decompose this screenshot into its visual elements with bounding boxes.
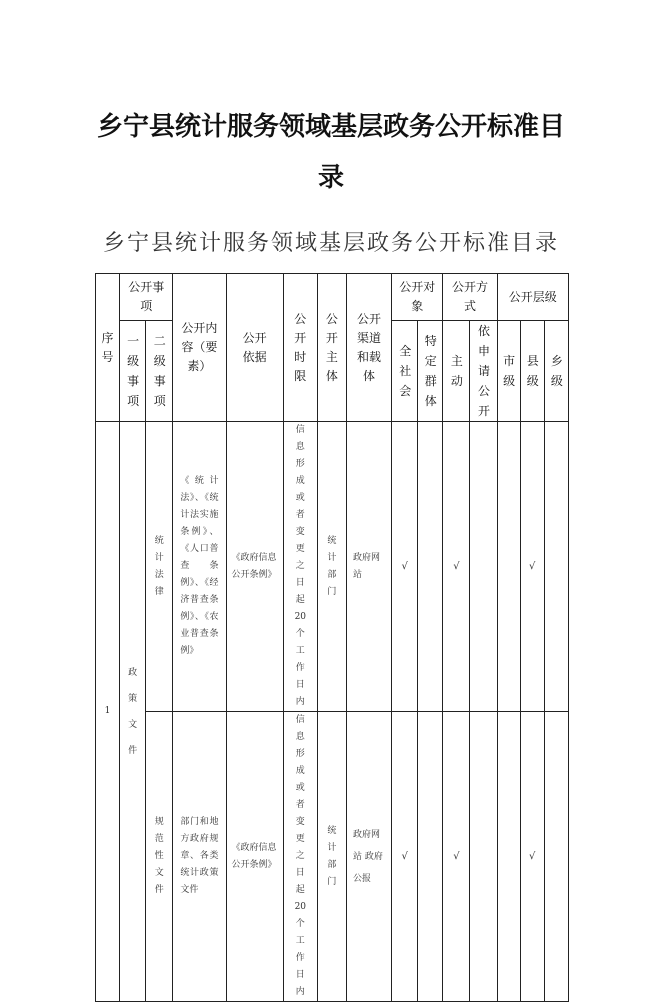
header-target-all: 全社会 bbox=[392, 321, 418, 422]
row-basis: 《政府信息公开条例》 bbox=[226, 422, 283, 712]
row-method-active: √ bbox=[443, 422, 470, 712]
row-channel: 政府网站 政府公报 bbox=[346, 712, 391, 1002]
header-level2: 二级事项 bbox=[146, 321, 173, 422]
row-channel: 政府网站 bbox=[346, 422, 391, 712]
row-subject: 统计部门 bbox=[317, 422, 346, 712]
row-level-county: √ bbox=[520, 712, 544, 1002]
header-items: 公开事项 bbox=[120, 274, 173, 321]
row-target-specific bbox=[418, 422, 443, 712]
table-row bbox=[96, 712, 569, 1002]
row-content: 部门和地方政府规章、各类统计政策文件 bbox=[173, 712, 226, 1002]
row-time: 信息形成或者变更之日起20个工作日内 bbox=[283, 422, 317, 712]
standard-catalog-table bbox=[95, 273, 569, 1002]
header-method-active: 主动 bbox=[443, 321, 470, 422]
row-level-town bbox=[544, 712, 568, 1002]
header-target: 公开对象 bbox=[392, 274, 443, 321]
header-target-specific: 特定群体 bbox=[418, 321, 443, 422]
row-method-apply bbox=[470, 422, 497, 712]
row-level2: 统计法律 bbox=[146, 422, 173, 712]
row-target-all: √ bbox=[392, 422, 418, 712]
header-seq: 序号 bbox=[96, 274, 120, 422]
header-level: 公开层级 bbox=[497, 274, 568, 321]
row-subject: 统计部门 bbox=[317, 712, 346, 1002]
row-time: 信息形成或者变更之日起20个工作日内 bbox=[283, 712, 317, 1002]
row-level2: 规范性文件 bbox=[146, 712, 173, 1002]
header-level1: 一级事项 bbox=[120, 321, 146, 422]
row-method-apply bbox=[470, 712, 497, 1002]
table-row bbox=[96, 422, 569, 712]
row-target-specific bbox=[418, 712, 443, 1002]
row-seq: 1 bbox=[96, 422, 120, 1002]
header-level-county: 县级 bbox=[520, 321, 544, 422]
row-content: 《统计法》、《统计法实施条例》、《人口普查条例》、《经济普查条例》、《农业普查条例》 bbox=[173, 422, 226, 712]
row-level-city bbox=[497, 712, 520, 1002]
row-basis: 《政府信息公开条例》 bbox=[226, 712, 283, 1002]
row-method-active: √ bbox=[443, 712, 470, 1002]
header-level-town: 乡级 bbox=[544, 321, 568, 422]
header-time: 公开时限 bbox=[283, 274, 317, 422]
row-level1: 政策文件 bbox=[120, 422, 146, 1002]
header-subject: 公开主体 bbox=[317, 274, 346, 422]
header-basis: 公开依据 bbox=[226, 274, 283, 422]
row-level-city bbox=[497, 422, 520, 712]
table-caption: 乡宁县统计服务领域基层政务公开标准目录 bbox=[102, 231, 559, 256]
header-method-apply: 依申请公开 bbox=[470, 321, 497, 422]
header-content: 公开内容（要素） bbox=[173, 274, 226, 422]
header-level-city: 市级 bbox=[497, 321, 520, 422]
row-level-county: √ bbox=[520, 422, 544, 712]
header-channel: 公开渠道和载体 bbox=[346, 274, 391, 422]
row-target-all: √ bbox=[392, 712, 418, 1002]
header-method: 公开方式 bbox=[443, 274, 497, 321]
row-level-town bbox=[544, 422, 568, 712]
page-title-continued: 录 bbox=[317, 163, 344, 193]
page-title: 乡宁县统计服务领域基层政务公开标准目 bbox=[96, 112, 565, 142]
